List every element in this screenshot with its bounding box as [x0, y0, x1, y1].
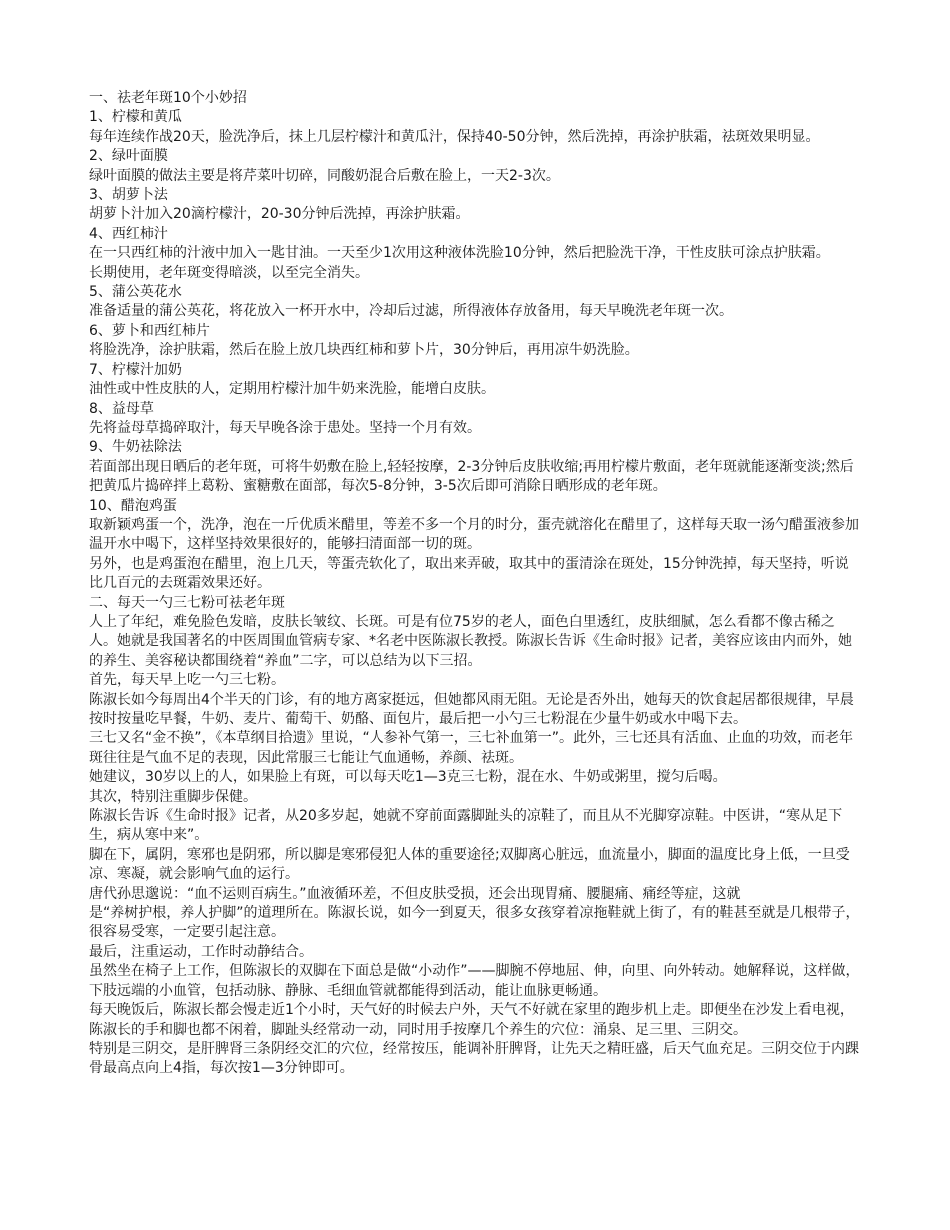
paragraph: 人上了年纪，难免脸色发暗，皮肤长皱纹、长斑。可是有位75岁的老人，面色白里透红，皮肤细腻，怎么看都不像古稀之人。她就是我国著名的中医周围血管病专家、*名老中医陈淑长教授。陈淑长告诉《生命时报》记者，美容应该由内而外，她的养生、美容秘诀都围绕着“养血”二字，可以总结为以下三招。: [89, 613, 852, 669]
paragraph: 陈淑长如今每周出4个半天的门诊，有的地方离家挺远，但她都风雨无阻。无论是否外出，她每天的饮食起居都很规律，早晨按时按量吃早餐，牛奶、麦片、葡萄干、奶酪、面包片，最后把一小勺三七粉混在少量牛奶或水中喝下去。: [89, 691, 854, 727]
paragraph: 每年连续作战20天，脸洗净后，抹上几层柠檬汁和黄瓜汁，保持40-50分钟，然后洗掉，再涂护肤霜，祛斑效果明显。: [89, 128, 820, 145]
paragraph: 胡萝卜汁加入20滴柠檬汁，20-30分钟后洗掉，再涂护肤霜。: [89, 206, 470, 223]
paragraph: 是“养树护根，养人护脚”的道理所在。陈淑长说，如今一到夏天，很多女孩穿着凉拖鞋就上街了，有的鞋甚至就是几根带子，很容易受寒，一定要引起注意。: [89, 905, 860, 941]
paragraph: 唐代孙思邈说：“血不运则百病生。”血液循环差，不但皮肤受损，还会出现胃痛、腰腿痛、痛经等症，这就: [89, 885, 741, 902]
paragraph: 最后，注重运动，工作时动静结合。: [89, 943, 313, 960]
paragraph: 首先，每天早上吃一勺三七粉。: [89, 672, 285, 689]
paragraph: 特别是三阴交，是肝脾肾三条阴经交汇的穴位，经常按压，能调补肝脾肾，让先天之精旺盛，后天气血充足。三阴交位于内踝骨最高点向上4指，每次按1—3分钟即可。: [89, 1040, 859, 1077]
tip-heading-2: 2、绿叶面膜: [89, 148, 168, 165]
section-heading-2: 二、每天一勺三七粉可祛老年斑: [89, 594, 285, 611]
paragraph: 其次，特别注重脚步保健。: [89, 788, 257, 805]
paragraph: 将脸洗净，涂护肤霜，然后在脸上放几块西红柿和萝卜片，30分钟后，再用凉牛奶洗脸。: [89, 342, 639, 359]
paragraph: 长期使用，老年斑变得暗淡，以至完全消失。: [89, 264, 369, 281]
paragraph: 虽然坐在椅子上工作，但陈淑长的双脚在下面总是做“小动作”——脚腕不停地屈、伸，向里、向外转动。她解释说，这样做，下肢远端的小血管，包括动脉、静脉、毛细血管就都能得到活动，能让血脉更畅通。: [89, 963, 860, 999]
tip-heading-9: 9、牛奶祛除法: [89, 439, 182, 456]
tip-heading-8: 8、益母草: [89, 400, 154, 417]
section-heading-1: 一、祛老年斑10个小妙招: [89, 90, 247, 106]
tip-heading-5: 5、蒲公英花水: [89, 284, 182, 301]
paragraph: 另外，也是鸡蛋泡在醋里，泡上几天，等蛋壳软化了，取出来弄破，取其中的蛋清涂在斑处，15分钟洗掉，每天坚持，听说比几百元的去斑霜效果还好。: [89, 555, 849, 592]
tip-heading-1: 1、柠檬和黄瓜: [89, 109, 182, 126]
tip-heading-6: 6、萝卜和西红柿片: [89, 322, 210, 339]
tip-heading-7: 7、柠檬汁加奶: [89, 361, 182, 378]
tip-heading-10: 10、醋泡鸡蛋: [89, 497, 177, 514]
tip-heading-3: 3、胡萝卜法: [89, 187, 168, 204]
paragraph: 准备适量的蒲公英花，将花放入一杯开水中，冷却后过滤，所得液体存放备用，每天早晚洗老年斑一次。: [89, 303, 733, 320]
paragraph: 她建议，30岁以上的人，如果脸上有斑，可以每天吃1—3克三七粉，混在水、牛奶或粥里，搅匀后喝。: [89, 769, 727, 786]
paragraph: 先将益母草捣碎取汁，每天早晚各涂于患处。坚持一个月有效。: [89, 419, 481, 436]
paragraph: 脚在下，属阴，寒邪也是阴邪，所以脚是寒邪侵犯人体的重要途径;双脚离心脏远，血流量小，脚面的温度比身上低，一旦受凉、寒凝，就会影响气血的运行。: [89, 846, 850, 883]
paragraph: 油性或中性皮肤的人，定期用柠檬汁加牛奶来洗脸，能增白皮肤。: [89, 381, 495, 398]
paragraph: 若面部出现日晒后的老年斑，可将牛奶敷在脸上,轻轻按摩，2-3分钟后皮肤收缩;再用柠檬片敷面，老年斑就能逐渐变淡;然后把黄瓜片捣碎拌上葛粉、蜜糖敷在面部，每次5-8分钟，3-5次后即可消除日晒形成的老年斑。: [89, 458, 854, 495]
paragraph: 取新颖鸡蛋一个，洗净，泡在一斤优质米醋里，等差不多一个月的时分，蛋壳就溶化在醋里了，这样每天取一汤勺醋蛋液参加温开水中喝下，这样坚持效果很好的，能够扫清面部一切的斑。: [89, 516, 859, 553]
paragraph: 在一只西红柿的汁液中加入一匙甘油。一天至少1次用这种液体洗脸10分钟，然后把脸洗干净，干性皮肤可涂点护肤霜。: [89, 245, 830, 262]
paragraph: 陈淑长告诉《生命时报》记者，从20多岁起，她就不穿前面露脚趾头的凉鞋了，而且从不光脚穿凉鞋。中医讲，“寒从足下生，病从寒中来”。: [89, 808, 843, 844]
paragraph: 绿叶面膜的做法主要是将芹菜叶切碎，同酸奶混合后敷在脸上，一天2-3次。: [89, 167, 560, 184]
paragraph: 每天晚饭后，陈淑长都会慢走近1个小时，天气好的时候去户外，天气不好就在家里的跑步机上走。即便坐在沙发上看电视，陈淑长的手和脚也都不闲着，脚趾头经常动一动，同时用手按摩几个养生的穴位：涌泉、足三里、三阴交。: [89, 1002, 854, 1038]
document-body: [89, 89, 861, 1079]
tip-heading-4: 4、西红柿汁: [89, 225, 168, 242]
paragraph: 三七又名“金不换”，《本草纲目拾遗》里说，“人参补气第一，三七补血第一”。此外，三七还具有活血、止血的功效，而老年斑往往是气血不足的表现，因此常服三七能让气血通畅，养颜、祛斑。: [89, 730, 854, 766]
